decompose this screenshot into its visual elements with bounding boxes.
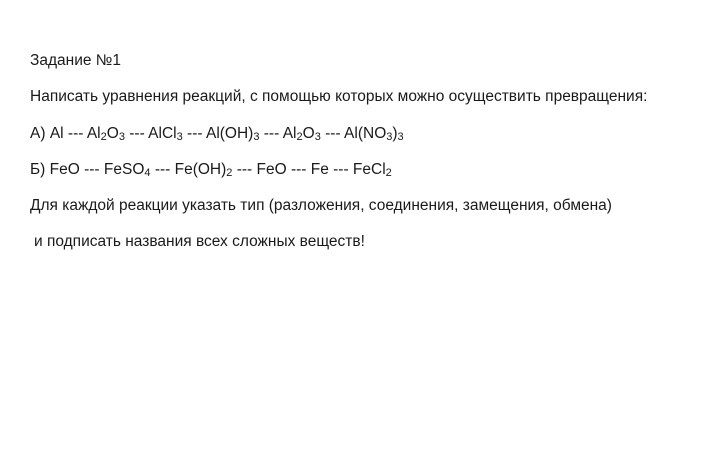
substance-names-instruction: и подписать названия всех сложных веществ! <box>34 233 365 250</box>
chain-b <box>30 160 392 180</box>
reaction-types-instruction: Для каждой реакции указать тип (разложения, соединения, замещения, обмена) <box>30 197 612 214</box>
chain-a-formula: Al --- $Al_2O_3$ --- AlCl$_3$ --- $Al(OH)_3$ --- $Al_2O_3$ --- $Al(NO_3)_3$ <box>49 125 404 143</box>
subscript: 2 <box>296 131 303 143</box>
subscript: 2 <box>100 131 107 143</box>
subscript: 3 <box>118 131 125 143</box>
chain-b-formula: FeO --- FeSO$_4$ --- $Fe(OH)_2$ --- FeO --- Fe --- FeCl$_2$ <box>49 161 392 179</box>
subscript: 3 <box>253 131 260 143</box>
subscript: 3 <box>176 131 183 143</box>
subscript: 2 <box>385 167 392 179</box>
chain-a-label: А) <box>30 125 46 142</box>
task-instruction: Написать уравнения реакций, с помощью которых можно осуществить превращения: <box>30 88 648 105</box>
subscript: 2 <box>226 167 233 179</box>
subscript: 3 <box>386 131 393 143</box>
subscript: 3 <box>314 131 321 143</box>
subscript: 3 <box>397 131 404 143</box>
assignment-document <box>30 0 706 466</box>
chain-a <box>30 124 404 144</box>
task-title: Задание №1 <box>30 52 122 69</box>
subscript: 4 <box>144 167 151 179</box>
chain-b-label: Б) <box>30 161 46 178</box>
